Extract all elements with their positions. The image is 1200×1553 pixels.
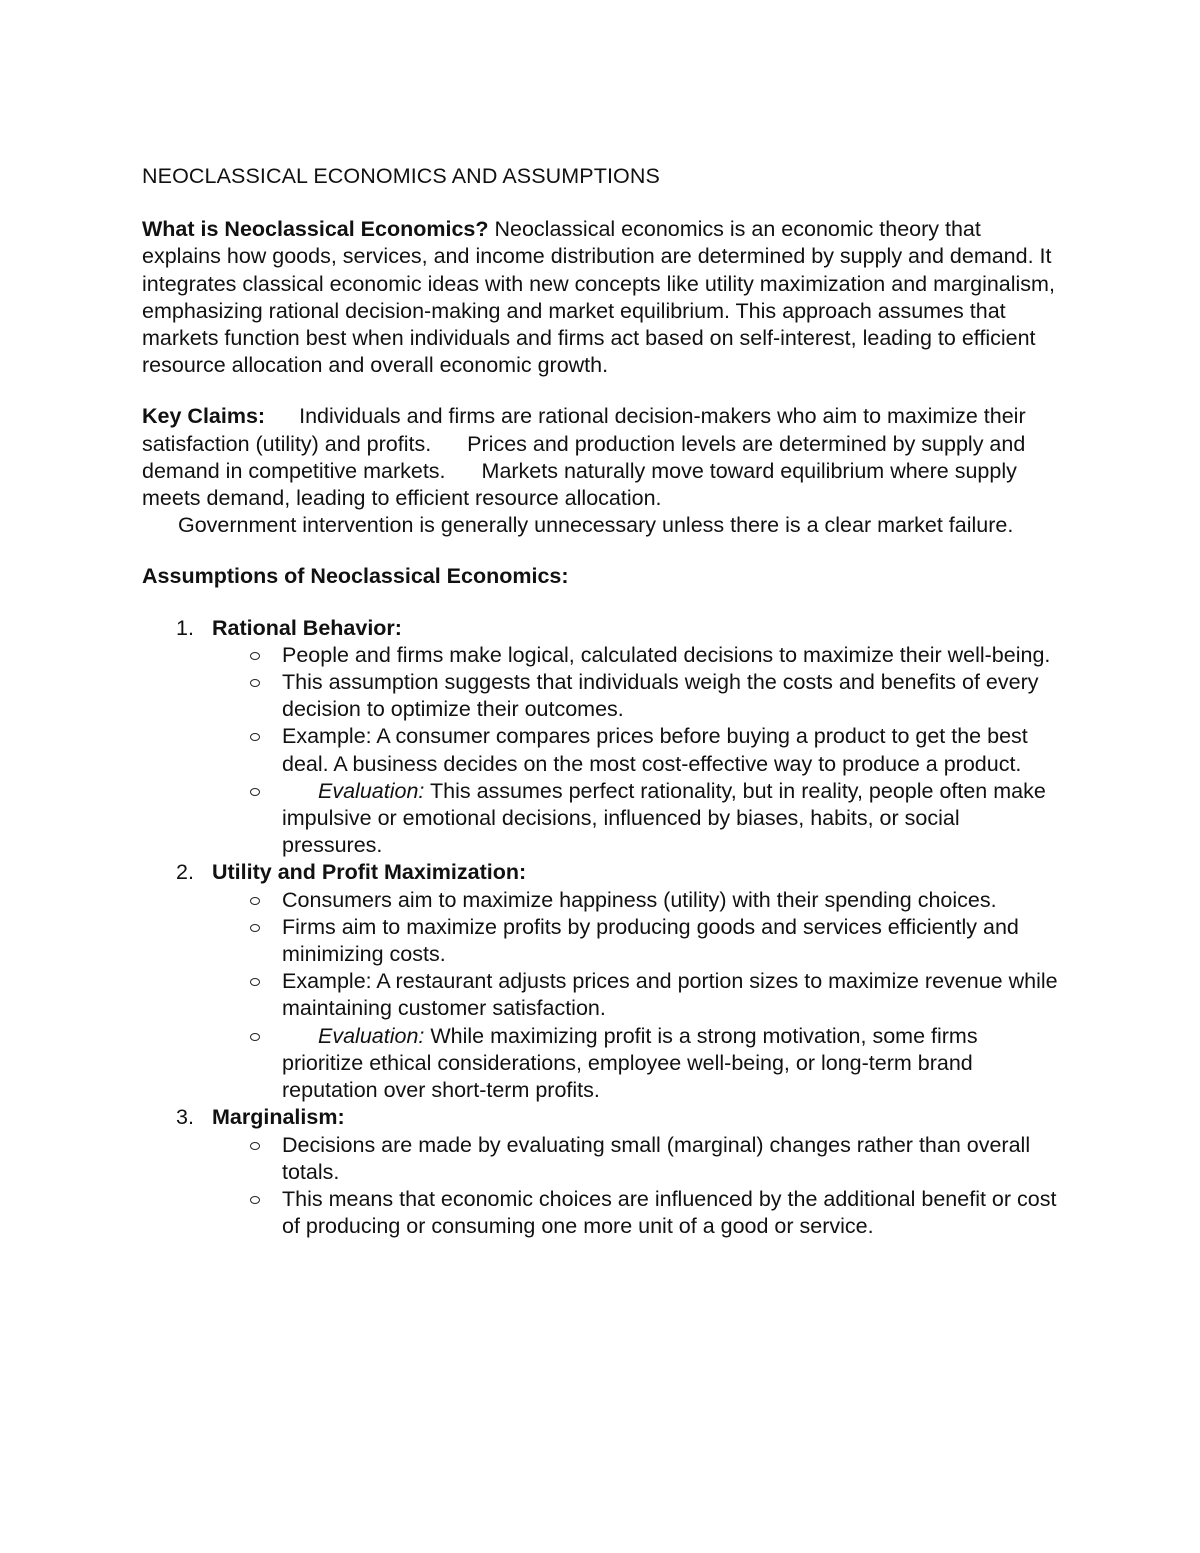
key-claim: Markets naturally move toward equilibrium where supply meets demand, leading to efficient resource allocation. xyxy=(142,458,1017,511)
key-claims-heading: Key Claims: xyxy=(142,404,266,429)
list-item: Firms aim to maximize profits by producing goods and services efficiently and minimizing costs. xyxy=(212,914,1062,968)
list-item: Example: A consumer compares prices before buying a product to get the best deal. A business decides on the most cost-effective way to produce a product. xyxy=(212,723,1062,777)
list-item: This means that economic choices are influenced by the additional benefit or cost of producing or consuming one more unit of a good or service. xyxy=(212,1186,1062,1240)
intro-text: Neoclassical economics is an economic theory that explains how goods, services, and income distribution are determined by supply and demand. It integrates classical economic ideas with new concepts like utility maximization and marginalism, emphasizing rational decision-making and market equilibrium. This approach assumes that markets function best when individuals and firms act based on self-interest, leading to efficient resource allocation and overall economic growth. xyxy=(142,217,1055,378)
list-item: Consumers aim to maximize happiness (utility) with their spending choices. xyxy=(212,887,1062,914)
assumptions-heading: Assumptions of Neoclassical Economics: xyxy=(142,564,569,589)
circle-bullet-icon xyxy=(250,897,260,905)
evaluation-text: While maximizing profit is a strong motivation, some firms prioritize ethical considerations, employee well-being, or long-term brand reputation over short-term profits. xyxy=(282,1023,978,1103)
list-item: People and firms make logical, calculated decisions to maximize their well-being. xyxy=(212,642,1062,669)
circle-bullet-icon xyxy=(250,733,260,741)
assumption-item xyxy=(142,615,1062,860)
circle-bullet-icon xyxy=(250,1196,260,1204)
document-page xyxy=(142,163,1062,1240)
evaluation-text: This assumes perfect rationality, but in reality, people often make impulsive or emotional decisions, influenced by biases, habits, or social pressures. xyxy=(282,778,1046,858)
circle-bullet-icon xyxy=(250,978,260,986)
list-item: This assumption suggests that individuals weigh the costs and benefits of every decision to optimize their outcomes. xyxy=(212,669,1062,723)
circle-bullet-icon xyxy=(250,924,260,932)
key-claim: Individuals and firms are rational decision-makers who aim to maximize their satisfaction (utility) and profits. xyxy=(142,404,1026,456)
assumption-item xyxy=(142,859,1062,1104)
circle-bullet-icon xyxy=(250,679,260,687)
intro-paragraph xyxy=(142,216,1062,379)
key-claims-paragraph xyxy=(142,403,1062,539)
assumption-points xyxy=(212,642,1062,860)
assumption-title: Rational Behavior: xyxy=(212,615,402,640)
assumptions-list xyxy=(142,615,1062,1241)
key-claim: Government intervention is generally unnecessary unless there is a clear market failure. xyxy=(178,513,1014,538)
list-item: Decisions are made by evaluating small (marginal) changes rather than overall totals. xyxy=(212,1132,1062,1186)
assumption-points xyxy=(212,887,1062,1105)
assumption-item xyxy=(142,1104,1062,1240)
assumption-number: 3. xyxy=(176,1105,194,1130)
assumption-title: Utility and Profit Maximization: xyxy=(212,860,527,885)
intro-heading: What is Neoclassical Economics? xyxy=(142,217,489,242)
evaluation-item xyxy=(212,778,1062,860)
evaluation-label: Evaluation: xyxy=(318,1023,425,1048)
circle-bullet-icon xyxy=(250,652,260,660)
evaluation-item xyxy=(212,1023,1062,1105)
assumption-title: Marginalism: xyxy=(212,1105,345,1130)
evaluation-label: Evaluation: xyxy=(318,778,425,803)
circle-bullet-icon xyxy=(250,1142,260,1150)
circle-bullet-icon xyxy=(250,1033,260,1041)
circle-bullet-icon xyxy=(250,788,260,796)
key-claim: Prices and production levels are determined by supply and demand in competitive markets. xyxy=(142,431,1026,483)
list-item: Example: A restaurant adjusts prices and portion sizes to maximize revenue while maintaining customer satisfaction. xyxy=(212,968,1062,1022)
assumption-number: 2. xyxy=(176,860,194,885)
assumption-number: 1. xyxy=(176,615,194,640)
assumption-points xyxy=(212,1132,1062,1241)
document-title: NEOCLASSICAL ECONOMICS AND ASSUMPTIONS xyxy=(142,164,660,188)
